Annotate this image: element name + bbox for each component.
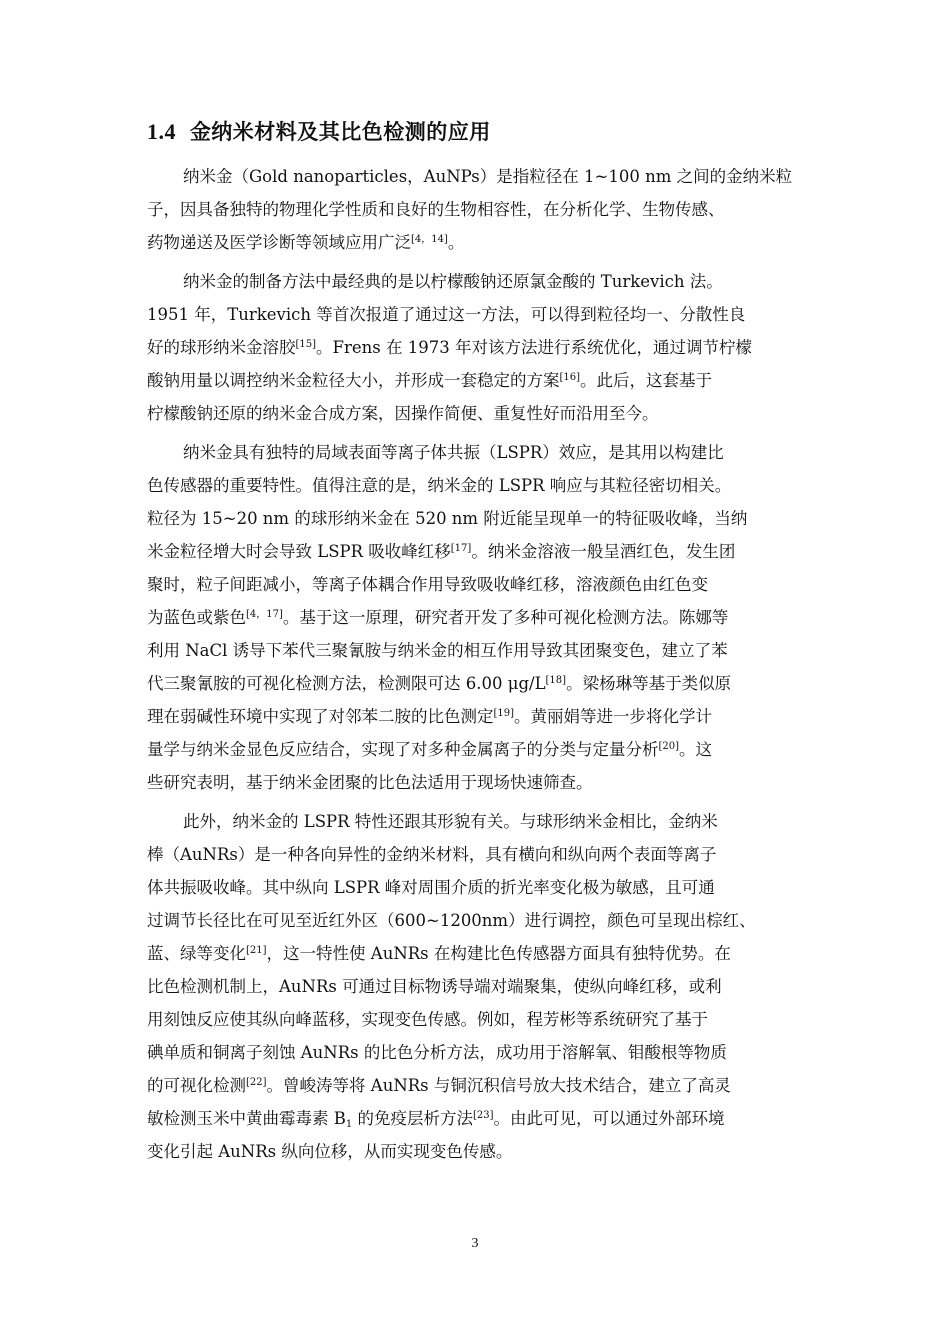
citation: [15]	[295, 339, 317, 350]
citation: [22]	[246, 1077, 267, 1088]
text-run: 子，因具备独特的物理化学性质和良好的生物相容性，在分析化学、生物传感、	[147, 200, 725, 219]
text-line	[147, 265, 807, 298]
text-run: 。梁杨琳等基于类似原	[566, 674, 732, 693]
citation: [4，14]	[411, 234, 448, 245]
text-line	[147, 838, 807, 871]
text-line	[147, 1036, 807, 1069]
text-line	[147, 667, 807, 700]
text-run: 为蓝色或紫色	[147, 608, 246, 627]
text-line	[147, 601, 807, 634]
text-line	[147, 970, 807, 1003]
text-run: 敏检测玉米中黄曲霉毒素 B	[147, 1109, 346, 1128]
text-run: 用刻蚀反应使其纵向峰蓝移，实现变色传感。例如，程芳彬等系统研究了基于	[147, 1010, 708, 1029]
text-run: 色传感器的重要特性。值得注意的是，纳米金的 LSPR 响应与其粒径密切相关。	[147, 476, 732, 495]
text-run: 此外，纳米金的 LSPR 特性还跟其形貌有关。与球形纳米金相比，金纳米	[183, 812, 718, 831]
text-line	[147, 436, 807, 469]
citation: [20]	[658, 741, 680, 752]
text-run: 。曾峻涛等将 AuNRs 与铜沉积信号放大技术结合，建立了高灵	[266, 1076, 731, 1095]
text-run: 。由此可见，可以通过外部环境	[493, 1109, 725, 1128]
citation: [19]	[493, 708, 515, 719]
text-run: 好的球形纳米金溶胶	[147, 338, 296, 357]
text-run: 。	[447, 233, 465, 252]
text-line	[147, 805, 807, 838]
citation: [16]	[559, 372, 581, 383]
section-title: 金纳米材料及其比色检测的应用	[189, 120, 491, 144]
text-run: 的可视化检测	[147, 1076, 246, 1095]
text-run: 柠檬酸钠还原的纳米金合成方案，因操作简便、重复性好而沿用至今。	[147, 404, 659, 423]
text-run: 体共振吸收峰。其中纵向 LSPR 峰对周围介质的折光率变化极为敏感，且可通	[147, 878, 715, 897]
text-line	[147, 937, 807, 970]
text-run: 纳米金具有独特的局域表面等离子体共振（LSPR）效应，是其用以构建比	[183, 443, 724, 462]
text-line	[147, 226, 807, 259]
text-run: 纳米金（Gold nanoparticles，AuNPs）是指粒径在 1~100 nm 之间的金纳米粒	[183, 167, 793, 186]
text-line	[147, 397, 807, 430]
text-run: 聚时，粒子间距减小，等离子体耦合作用导致吸收峰红移，溶液颜色由红色变	[147, 575, 708, 594]
text-line	[147, 766, 807, 799]
paragraph	[147, 805, 807, 1168]
subscript: 1	[345, 1119, 353, 1130]
text-run: 。这	[679, 740, 713, 759]
text-line	[147, 568, 807, 601]
text-run: 纳米金的制备方法中最经典的是以柠檬酸钠还原氯金酸的 Turkevich 法。	[183, 272, 723, 291]
text-run: 过调节长径比在可见至近红外区（600~1200nm）进行调控，颜色可呈现出棕红、	[147, 911, 756, 930]
text-run: 。Frens 在 1973 年对该方法进行系统优化，通过调节柠檬	[316, 338, 752, 357]
text-line	[147, 331, 807, 364]
text-run: 1951 年，Turkevich 等首次报道了通过这一方法，可以得到粒径均一、分散性良	[147, 305, 746, 324]
paragraph	[147, 160, 807, 259]
page-number: 3	[471, 1236, 479, 1251]
text-run: 蓝、绿等变化	[147, 944, 246, 963]
paragraph	[147, 436, 807, 799]
text-run: 代三聚氰胺的可视化检测方法，检测限可达 6.00 μg/L	[147, 674, 546, 693]
text-run: 棒（AuNRs）是一种各向异性的金纳米材料，具有横向和纵向两个表面等离子	[147, 845, 717, 864]
body-text	[147, 160, 807, 1174]
text-line	[147, 1135, 807, 1168]
text-run: 变化引起 AuNRs 纵向位移，从而实现变色传感。	[147, 1142, 513, 1161]
text-line	[147, 634, 807, 667]
text-run: 。基于这一原理，研究者开发了多种可视化检测方法。陈娜等	[282, 608, 729, 627]
text-line	[147, 298, 807, 331]
text-run: 理在弱碱性环境中实现了对邻苯二胺的比色测定	[147, 707, 494, 726]
text-line	[147, 193, 807, 226]
text-line	[147, 364, 807, 397]
text-run: 量学与纳米金显色反应结合，实现了对多种金属离子的分类与定量分析	[147, 740, 659, 759]
citation: [23]	[473, 1110, 494, 1121]
section-heading	[147, 117, 827, 147]
citation: [21]	[246, 945, 267, 956]
paragraph	[147, 265, 807, 430]
text-line	[147, 469, 807, 502]
text-line	[147, 1102, 807, 1135]
text-run: 。纳米金溶液一般呈酒红色，发生团	[471, 542, 736, 561]
text-run: ，这一特性使 AuNRs 在构建比色传感器方面具有独特优势。在	[266, 944, 731, 963]
citation: [17]	[450, 543, 472, 554]
text-run: 。黄丽娟等进一步将化学计	[514, 707, 713, 726]
text-line	[147, 904, 807, 937]
text-run: 比色检测机制上，AuNRs 可通过目标物诱导端对端聚集，使纵向峰红移，或利	[147, 977, 722, 996]
text-run: 。此后，这套基于	[580, 371, 713, 390]
text-line	[147, 1069, 807, 1102]
citation: [4，17]	[246, 609, 283, 620]
text-run: 碘单质和铜离子刻蚀 AuNRs 的比色分析方法，成功用于溶解氧、钼酸根等物质	[147, 1043, 727, 1062]
text-run: 酸钠用量以调控纳米金粒径大小，并形成一套稳定的方案	[147, 371, 560, 390]
text-run: 米金粒径增大时会导致 LSPR 吸收峰红移	[147, 542, 451, 561]
text-line	[147, 502, 807, 535]
text-line	[147, 733, 807, 766]
text-line	[147, 160, 807, 193]
text-run: 的免疫层析方法	[352, 1109, 473, 1128]
text-run: 利用 NaCl 诱导下苯代三聚氰胺与纳米金的相互作用导致其团聚变色，建立了苯	[147, 641, 728, 660]
text-run: 药物递送及医学诊断等领域应用广泛	[147, 233, 411, 252]
citation: [18]	[545, 675, 567, 686]
text-line	[147, 700, 807, 733]
text-run: 粒径为 15~20 nm 的球形纳米金在 520 nm 附近能呈现单一的特征吸收峰，当纳	[147, 509, 748, 528]
text-line	[147, 535, 807, 568]
text-line	[147, 1003, 807, 1036]
text-run: 些研究表明，基于纳米金团聚的比色法适用于现场快速筛查。	[147, 773, 593, 792]
text-line	[147, 871, 807, 904]
section-number: 1.4	[147, 119, 176, 144]
